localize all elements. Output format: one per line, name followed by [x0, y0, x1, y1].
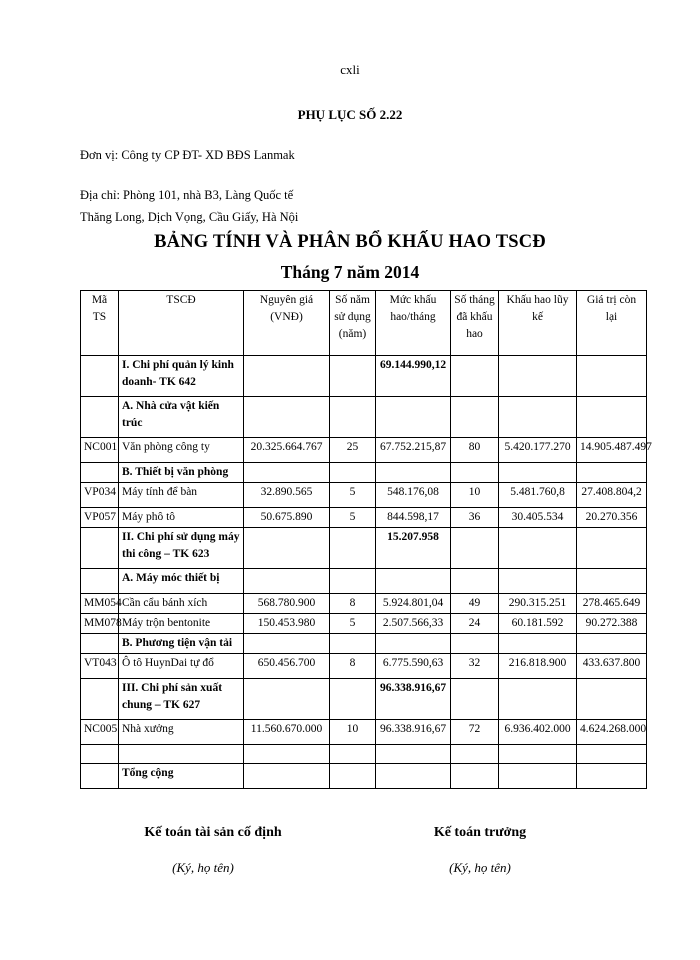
remaining-value: 4.624.268.000: [577, 720, 647, 745]
accumulated-depreciation: [499, 679, 577, 720]
section-row: [81, 528, 647, 569]
signature-left-note: (Ký, họ tên): [172, 860, 234, 875]
cost: 50.675.890: [244, 508, 330, 528]
accumulated-depreciation: [499, 569, 577, 594]
asset-name: Máy tính để bàn: [119, 483, 244, 508]
asset-code: [81, 634, 119, 654]
cost: 568.780.900: [244, 594, 330, 614]
asset-code: [81, 745, 119, 764]
monthly-depreciation: 844.598,17: [376, 508, 451, 528]
asset-name: III. Chi phí sản xuất chung – TK 627: [119, 679, 244, 720]
accumulated-depreciation: [499, 764, 577, 789]
monthly-depreciation: [376, 397, 451, 438]
column-header-asset: TSCĐ: [119, 291, 244, 356]
months-depreciated: 10: [451, 483, 499, 508]
signature-left-title: Kế toán tài sản cố định: [144, 825, 282, 840]
cost: [244, 528, 330, 569]
remaining-value: [577, 397, 647, 438]
asset-code: VT043: [81, 654, 119, 679]
years: [330, 634, 376, 654]
years: [330, 356, 376, 397]
monthly-depreciation: 2.507.566,33: [376, 614, 451, 634]
column-header-code: Mã TS: [81, 291, 119, 356]
column-header-monthly: Mức khấu hao/tháng: [376, 291, 451, 356]
asset-name: II. Chi phí sử dụng máy thi công – TK 623: [119, 528, 244, 569]
table-row: [81, 614, 647, 634]
table-row: [81, 483, 647, 508]
signature-right-title: Kế toán trưởng: [433, 825, 527, 840]
asset-code: [81, 679, 119, 720]
accumulated-depreciation: [499, 745, 577, 764]
monthly-depreciation: [376, 745, 451, 764]
asset-name: A. Máy móc thiết bị: [119, 569, 244, 594]
months-depreciated: 80: [451, 438, 499, 463]
accumulated-depreciation: 30.405.534: [499, 508, 577, 528]
cost: [244, 634, 330, 654]
table-row: [81, 654, 647, 679]
remaining-value: [577, 634, 647, 654]
asset-name: B. Thiết bị văn phòng: [119, 463, 244, 483]
remaining-value: [577, 569, 647, 594]
years: [330, 397, 376, 438]
document-title: BẢNG TÍNH VÀ PHÂN BỔ KHẤU HAO TSCĐ: [154, 232, 546, 252]
cost: [244, 463, 330, 483]
months-depreciated: 49: [451, 594, 499, 614]
page-number: cxli: [340, 62, 360, 77]
years: [330, 745, 376, 764]
asset-name: Máy trộn bentonite: [119, 614, 244, 634]
cost: [244, 679, 330, 720]
accumulated-depreciation: [499, 356, 577, 397]
cost: 11.560.670.000: [244, 720, 330, 745]
years: 5: [330, 508, 376, 528]
months-depreciated: 72: [451, 720, 499, 745]
accumulated-depreciation: 60.181.592: [499, 614, 577, 634]
asset-name: Nhà xưởng: [119, 720, 244, 745]
accumulated-depreciation: 5.420.177.270: [499, 438, 577, 463]
remaining-value: 14.905.487.497: [577, 438, 647, 463]
asset-code: NC005: [81, 720, 119, 745]
address-line-1: Địa chỉ: Phòng 101, nhà B3, Làng Quốc tế: [80, 188, 294, 202]
monthly-depreciation: [376, 569, 451, 594]
accumulated-depreciation: 216.818.900: [499, 654, 577, 679]
table-row: [81, 720, 647, 745]
cost: [244, 745, 330, 764]
years: 5: [330, 483, 376, 508]
column-header-cost: Nguyên giá (VNĐ): [244, 291, 330, 356]
years: [330, 463, 376, 483]
cost: [244, 569, 330, 594]
remaining-value: [577, 528, 647, 569]
asset-name: Cần cẩu bánh xích: [119, 594, 244, 614]
remaining-value: [577, 679, 647, 720]
table-row: [81, 508, 647, 528]
months-depreciated: 36: [451, 508, 499, 528]
column-header-remaining: Giá trị còn lại: [577, 291, 647, 356]
months-depreciated: [451, 634, 499, 654]
monthly-depreciation: 5.924.801,04: [376, 594, 451, 614]
remaining-value: [577, 745, 647, 764]
group-row: [81, 569, 647, 594]
months-depreciated: 24: [451, 614, 499, 634]
asset-code: NC001: [81, 438, 119, 463]
address-line-2: Thăng Long, Dịch Vọng, Cầu Giấy, Hà Nội: [80, 210, 299, 224]
monthly-depreciation: 96.338.916,67: [376, 720, 451, 745]
group-row: [81, 463, 647, 483]
monthly-depreciation: 15.207.958: [376, 528, 451, 569]
monthly-depreciation: 67.752.215,87: [376, 438, 451, 463]
months-depreciated: [451, 356, 499, 397]
empty-row: [81, 745, 647, 764]
asset-code: [81, 463, 119, 483]
document-subtitle: Tháng 7 năm 2014: [280, 262, 420, 282]
years: 8: [330, 594, 376, 614]
accumulated-depreciation: 290.315.251: [499, 594, 577, 614]
total-label: Tổng cộng: [119, 764, 244, 789]
group-row: [81, 397, 647, 438]
remaining-value: [577, 764, 647, 789]
months-depreciated: [451, 463, 499, 483]
months-depreciated: [451, 397, 499, 438]
cost: 650.456.700: [244, 654, 330, 679]
column-header-accumulated: Khấu hao lũy kế: [499, 291, 577, 356]
years: 25: [330, 438, 376, 463]
asset-code: [81, 528, 119, 569]
section-row: [81, 679, 647, 720]
monthly-depreciation: 69.144.990,12: [376, 356, 451, 397]
total-row: [81, 764, 647, 789]
asset-name: Máy phô tô: [119, 508, 244, 528]
accumulated-depreciation: [499, 397, 577, 438]
years: 8: [330, 654, 376, 679]
years: [330, 569, 376, 594]
months-depreciated: 32: [451, 654, 499, 679]
asset-name: I. Chi phí quản lý kinh doanh- TK 642: [119, 356, 244, 397]
asset-name: Văn phòng công ty: [119, 438, 244, 463]
months-depreciated: [451, 528, 499, 569]
asset-code: MM078: [81, 614, 119, 634]
accumulated-depreciation: [499, 463, 577, 483]
asset-name: B. Phương tiện vận tải: [119, 634, 244, 654]
column-header-months: Số tháng đã khấu hao: [451, 291, 499, 356]
asset-code: [81, 356, 119, 397]
cost: 150.453.980: [244, 614, 330, 634]
cost: [244, 397, 330, 438]
asset-code: VP034: [81, 483, 119, 508]
remaining-value: 433.637.800: [577, 654, 647, 679]
asset-code: [81, 764, 119, 789]
years: [330, 679, 376, 720]
accumulated-depreciation: [499, 528, 577, 569]
section-row: [81, 356, 647, 397]
accumulated-depreciation: [499, 634, 577, 654]
years: [330, 528, 376, 569]
accumulated-depreciation: 6.936.402.000: [499, 720, 577, 745]
asset-code: [81, 569, 119, 594]
cost: [244, 764, 330, 789]
remaining-value: [577, 463, 647, 483]
remaining-value: [577, 356, 647, 397]
remaining-value: 278.465.649: [577, 594, 647, 614]
signature-right-note: (Ký, họ tên): [449, 860, 511, 875]
table-row: [81, 438, 647, 463]
accumulated-depreciation: 5.481.760,8: [499, 483, 577, 508]
asset-name: Ô tô HuynDai tự đổ: [119, 654, 244, 679]
column-header-years: Số năm sử dụng (năm): [330, 291, 376, 356]
remaining-value: 20.270.356: [577, 508, 647, 528]
asset-name: [119, 745, 244, 764]
depreciation-table: [80, 290, 652, 789]
asset-code: [81, 397, 119, 438]
table-header-row: [81, 291, 647, 356]
years: 10: [330, 720, 376, 745]
unit-line: Đơn vị: Công ty CP ĐT- XD BĐS Lanmak: [80, 148, 295, 162]
remaining-value: 27.408.804,2: [577, 483, 647, 508]
months-depreciated: [451, 745, 499, 764]
cost: [244, 356, 330, 397]
cost: 32.890.565: [244, 483, 330, 508]
monthly-depreciation: [376, 634, 451, 654]
asset-code: VP057: [81, 508, 119, 528]
asset-name: A. Nhà cửa vật kiến trúc: [119, 397, 244, 438]
group-row: [81, 634, 647, 654]
appendix-heading: PHỤ LỤC SỐ 2.22: [297, 107, 403, 122]
table-row: [81, 594, 647, 614]
monthly-depreciation: 548.176,08: [376, 483, 451, 508]
monthly-depreciation: 96.338.916,67: [376, 679, 451, 720]
months-depreciated: [451, 764, 499, 789]
monthly-depreciation: [376, 764, 451, 789]
years: 5: [330, 614, 376, 634]
months-depreciated: [451, 679, 499, 720]
monthly-depreciation: 6.775.590,63: [376, 654, 451, 679]
monthly-depreciation: [376, 463, 451, 483]
asset-code: MM054: [81, 594, 119, 614]
cost: 20.325.664.767: [244, 438, 330, 463]
months-depreciated: [451, 569, 499, 594]
remaining-value: 90.272.388: [577, 614, 647, 634]
years: [330, 764, 376, 789]
